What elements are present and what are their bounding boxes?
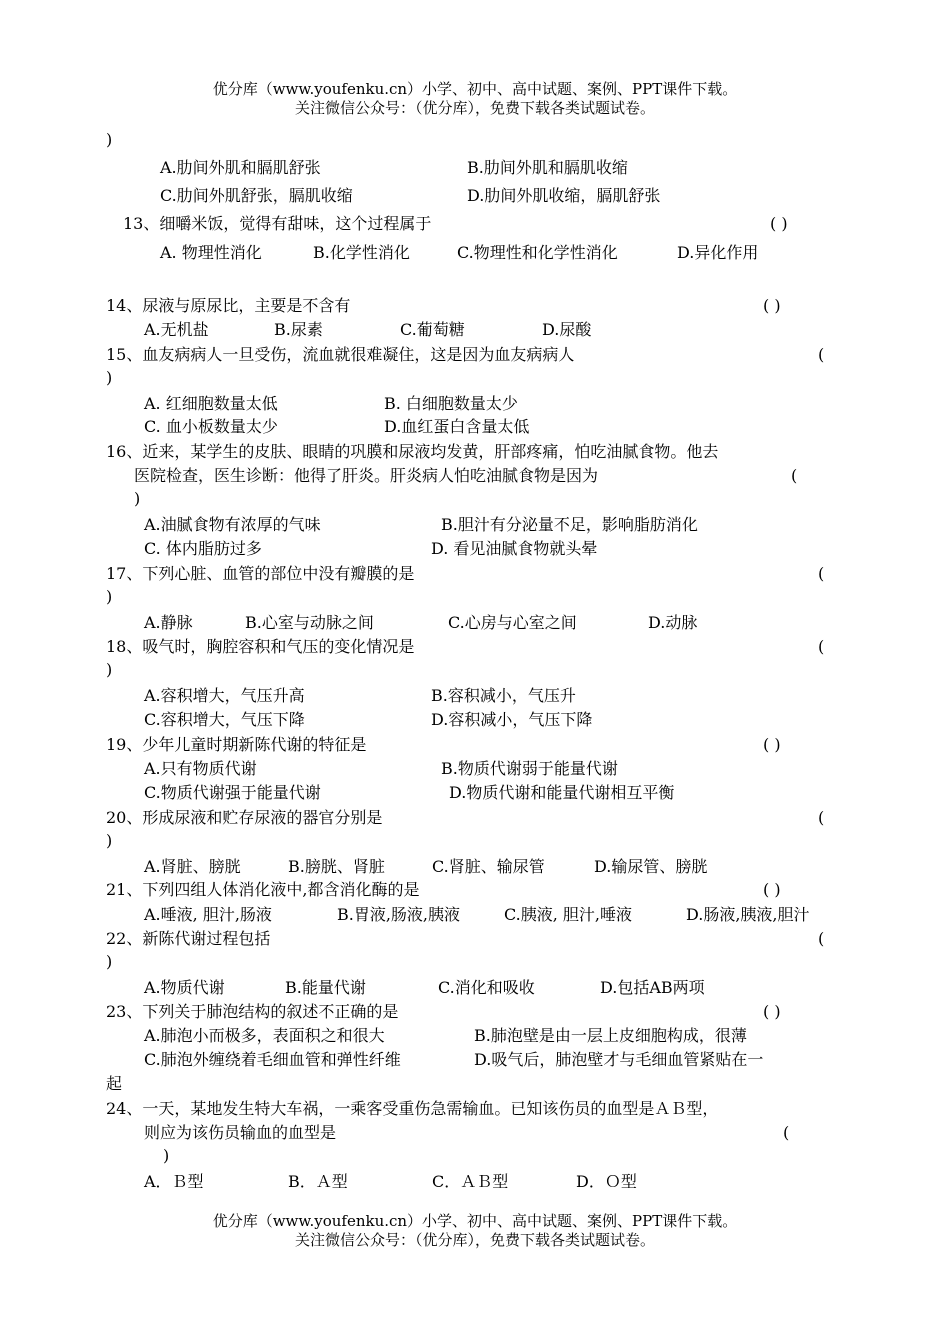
q23-option-c: C.肺泡外缠绕着毛细血管和弹性纤维: [144, 1050, 401, 1069]
q24-stem-line-2: 则应为该伤员输血的血型是: [144, 1123, 337, 1142]
q13-option-d: D.异化作用: [677, 243, 759, 262]
q12-option-b: B.肋间外肌和膈肌收缩: [467, 158, 628, 177]
q20-option-a: A.肾脏、膀胱: [144, 857, 241, 876]
q20-stem: 20、形成尿液和贮存尿液的器官分别是: [106, 808, 383, 827]
q18-option-c: C.容积增大，气压下降: [144, 710, 305, 729]
q21-option-b: B.胃液,肠液,胰液: [337, 905, 461, 924]
q22-open-paren: (: [818, 929, 825, 948]
q13-option-c: C.物理性和化学性消化: [457, 243, 618, 262]
q14-option-b: B.尿素: [274, 320, 323, 339]
q16-option-d: D. 看见油腻食物就头晕: [431, 539, 598, 558]
q22-close-paren: ): [106, 952, 113, 971]
q19-option-c: C.物质代谢强于能量代谢: [144, 783, 321, 802]
q18-stem: 18、吸气时，胸腔容积和气压的变化情况是: [106, 637, 415, 656]
q17-option-a: A.静脉: [144, 613, 193, 632]
q21-option-d: D.肠液,胰液,胆汁: [686, 905, 810, 924]
q18-option-b: B.容积减小，气压升: [431, 686, 576, 705]
q16-close-paren: ): [134, 489, 141, 508]
q22-option-b: B.能量代谢: [285, 978, 366, 997]
q20-option-d: D.输尿管、膀胱: [594, 857, 708, 876]
q15-option-d: D.血红蛋白含量太低: [384, 417, 530, 436]
q15-option-a: A. 红细胞数量太低: [144, 394, 278, 413]
q15-open-paren: (: [818, 345, 825, 364]
q17-close-paren: ): [106, 587, 113, 606]
q22-option-d: D.包括AB两项: [600, 978, 705, 997]
q23-stem: 23、下列关于肺泡结构的叙述不正确的是: [106, 1002, 399, 1021]
q13-option-a: A. 物理性消化: [160, 243, 262, 262]
q21-answer-paren: ( ): [763, 880, 781, 899]
q24-open-paren: (: [783, 1123, 790, 1142]
q15-option-b: B. 白细胞数量太少: [384, 394, 518, 413]
q20-option-c: C.肾脏、输尿管: [432, 857, 545, 876]
q12-close-paren: ): [106, 130, 113, 149]
q23-option-b: B.肺泡壁是由一层上皮细胞构成，很薄: [474, 1026, 747, 1045]
q17-option-c: C.心房与心室之间: [448, 613, 577, 632]
header-line-1: 优分库（www.youfenku.cn）小学、初中、高中试题、案例、PPT课件下载。: [212, 80, 738, 98]
q17-stem: 17、下列心脏、血管的部位中没有瓣膜的是: [106, 564, 415, 583]
q20-option-b: B.膀胱、肾脏: [288, 857, 385, 876]
q23-option-d: D.吸气后，肺泡壁才与毛细血管紧贴在一: [474, 1050, 764, 1069]
q15-option-c: C. 血小板数量太少: [144, 417, 278, 436]
q16-option-a: A.油腻食物有浓厚的气味: [144, 515, 321, 534]
q20-open-paren: (: [818, 808, 825, 827]
q16-option-c: C. 体内脂肪过多: [144, 539, 262, 558]
q24-close-paren: ): [163, 1146, 170, 1165]
q23-option-d-continuation: 起: [106, 1074, 123, 1093]
q15-stem: 15、血友病病人一旦受伤，流血就很难凝住，这是因为血友病病人: [106, 345, 575, 364]
q23-answer-paren: ( ): [763, 1002, 781, 1021]
q19-option-b: B.物质代谢弱于能量代谢: [441, 759, 618, 778]
q13-option-b: B.化学性消化: [313, 243, 410, 262]
q24-option-c: C．ＡＢ型: [432, 1172, 509, 1191]
q21-stem: 21、下列四组人体消化液中,都含消化酶的是: [106, 880, 420, 899]
q15-close-paren: ): [106, 368, 113, 387]
footer-line-1: 优分库（www.youfenku.cn）小学、初中、高中试题、案例、PPT课件下载。: [212, 1212, 738, 1230]
q22-stem: 22、新陈代谢过程包括: [106, 929, 271, 948]
q14-option-d: D.尿酸: [542, 320, 592, 339]
q24-option-d: D．Ｏ型: [576, 1172, 637, 1191]
q13-answer-paren: ( ): [770, 214, 788, 233]
q18-option-d: D.容积减小，气压下降: [431, 710, 593, 729]
q22-option-c: C.消化和吸收: [438, 978, 535, 997]
q18-option-a: A.容积增大，气压升高: [144, 686, 305, 705]
q16-option-b: B.胆汁有分泌量不足，影响脂肪消化: [441, 515, 698, 534]
q17-option-d: D.动脉: [648, 613, 698, 632]
q14-stem: 14、尿液与原尿比，主要是不含有: [106, 296, 351, 315]
q12-option-c: C.肋间外肌舒张，膈肌收缩: [160, 186, 353, 205]
q19-option-a: A.只有物质代谢: [144, 759, 257, 778]
q24-option-b: B．Ａ型: [288, 1172, 348, 1191]
q17-open-paren: (: [818, 564, 825, 583]
q19-answer-paren: ( ): [763, 735, 781, 754]
q19-option-d: D.物质代谢和能量代谢相互平衡: [449, 783, 675, 802]
q23-option-a: A.肺泡小而极多，表面积之和很大: [144, 1026, 385, 1045]
q22-option-a: A.物质代谢: [144, 978, 225, 997]
q20-close-paren: ): [106, 831, 113, 850]
q14-answer-paren: ( ): [763, 296, 781, 315]
q14-option-a: A.无机盐: [144, 320, 209, 339]
q14-option-c: C.葡萄糖: [400, 320, 465, 339]
header-line-2: 关注微信公众号：（优分库），免费下载各类试题试卷。: [294, 99, 655, 117]
q13-stem: 13、细嚼米饭，觉得有甜味，这个过程属于: [123, 214, 432, 233]
q21-option-a: A.唾液, 胆汁,肠液: [144, 905, 272, 924]
q12-option-d: D.肋间外肌收缩，膈肌舒张: [467, 186, 661, 205]
footer-line-2: 关注微信公众号：（优分库），免费下载各类试题试卷。: [294, 1231, 655, 1249]
q17-option-b: B.心室与动脉之间: [245, 613, 374, 632]
q16-open-paren: (: [791, 466, 798, 485]
q21-option-c: C.胰液, 胆汁,唾液: [504, 905, 633, 924]
q24-stem-line-1: 24、一天，某地发生特大车祸，一乘客受重伤急需输血。已知该伤员的血型是ＡＢ型，: [106, 1099, 719, 1118]
q24-option-a: A．Ｂ型: [144, 1172, 204, 1191]
q16-stem-line-1: 16、近来，某学生的皮肤、眼睛的巩膜和尿液均发黄，肝部疼痛，怕吃油腻食物。他去: [106, 442, 719, 461]
q12-option-a: A.肋间外肌和膈肌舒张: [160, 158, 321, 177]
q19-stem: 19、少年儿童时期新陈代谢的特征是: [106, 735, 367, 754]
q18-open-paren: (: [818, 637, 825, 656]
q16-stem-line-2: 医院检查，医生诊断：他得了肝炎。肝炎病人怕吃油腻食物是因为: [134, 466, 599, 485]
q18-close-paren: ): [106, 660, 113, 679]
